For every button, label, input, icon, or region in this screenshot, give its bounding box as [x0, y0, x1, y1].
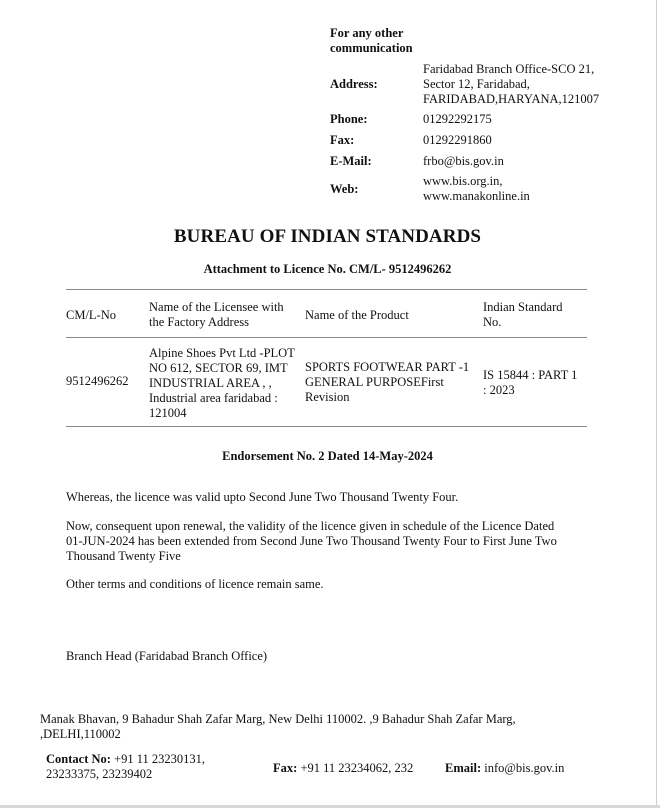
- cell-standard: [483, 368, 577, 398]
- page-edge-right: [656, 0, 657, 808]
- header-standard-line: Indian Standard: [483, 300, 563, 314]
- paragraph-line: Thousand Twenty Five: [66, 549, 181, 563]
- cell-product-line: Revision: [305, 390, 350, 404]
- footer-contact-label: Contact No:: [46, 752, 111, 766]
- attachment-heading: Attachment to Licence No. CM/L- 9512496262: [203, 262, 452, 276]
- cell-licensee-line: INDUSTRIAL AREA , ,: [149, 376, 272, 390]
- footer-email-label: Email:: [445, 761, 482, 775]
- document-title: BUREAU OF INDIAN STANDARDS: [173, 226, 482, 247]
- footer-address: [40, 712, 600, 742]
- cell-licensee-line: NO 612, SECTOR 69, IMT: [149, 361, 288, 375]
- paragraph-terms: Other terms and conditions of licence remain same.: [66, 577, 324, 591]
- paragraph-validity: Whereas, the licence was valid upto Second June Two Thousand Twenty Four.: [66, 490, 459, 504]
- paragraph-line: Now, consequent upon renewal, the validity of the licence given in schedule of the Licence Dated: [66, 519, 555, 533]
- cell-product: [305, 360, 469, 405]
- header-standard-line: No.: [483, 315, 502, 329]
- cell-licensee-line: Industrial area faridabad :: [149, 391, 278, 405]
- email-link[interactable]: frbo@bis.gov.in: [423, 154, 504, 168]
- web-link[interactable]: www.bis.org.in,: [423, 174, 503, 188]
- header-product: Name of the Product: [305, 308, 409, 322]
- header-standard: [483, 300, 563, 330]
- cell-product-line: GENERAL PURPOSEFirst: [305, 375, 444, 389]
- email-label: E-Mail:: [330, 154, 372, 168]
- footer-address-line: Manak Bhavan, 9 Bahadur Shah Zafar Marg, New Delhi 110002. ,9 Bahadur Shah Zafar Marg,: [40, 712, 516, 726]
- fax-label: Fax:: [330, 133, 355, 147]
- contact-title: For any other communication: [330, 26, 413, 55]
- table-bottom-rule: [66, 426, 587, 427]
- table-top-rule: [66, 289, 587, 290]
- header-licensee-line: the Factory Address: [149, 315, 249, 329]
- phone-label: Phone:: [330, 112, 368, 126]
- footer-fax: [273, 761, 413, 776]
- cell-standard-line: IS 15844 : PART 1: [483, 368, 578, 382]
- footer-contact-number: +91 11 23230131,: [110, 752, 206, 766]
- signature-line: Branch Head (Faridabad Branch Office): [66, 649, 268, 663]
- cell-product-line: SPORTS FOOTWEAR PART -1: [305, 360, 470, 374]
- header-licensee: [149, 300, 284, 330]
- address-label: Address:: [330, 77, 378, 91]
- footer-email: [445, 761, 564, 776]
- header-licensee-line: Name of the Licensee with: [149, 300, 284, 314]
- address-line: Faridabad Branch Office-SCO 21,: [423, 62, 595, 76]
- footer-contact-number: 23233375, 23239402: [46, 767, 153, 781]
- footer-contact: [46, 752, 205, 782]
- web-link[interactable]: www.manakonline.in: [423, 189, 530, 203]
- footer-fax-label: Fax:: [273, 761, 298, 775]
- cell-licensee: [149, 346, 295, 421]
- header-cml: CM/L-No: [66, 308, 116, 322]
- cell-licensee-line: Alpine Shoes Pvt Ltd -PLOT: [149, 346, 295, 360]
- web-label: Web:: [330, 182, 359, 196]
- phone-value: 01292292175: [423, 112, 492, 126]
- address-line: FARIDABAD,HARYANA,121007: [423, 92, 600, 106]
- address-value: [423, 62, 623, 107]
- paragraph-line: 01-JUN-2024 has been extended from Second June Two Thousand Twenty Four to First June Two: [66, 534, 557, 548]
- cell-standard-line: : 2023: [483, 383, 515, 397]
- footer-email-link[interactable]: info@bis.gov.in: [481, 761, 565, 775]
- paragraph-renewal: [66, 519, 591, 564]
- cell-licensee-line: 121004: [149, 406, 187, 420]
- endorsement-heading: Endorsement No. 2 Dated 14-May-2024: [222, 449, 433, 463]
- cell-cml: 9512496262: [66, 374, 129, 388]
- footer-fax-number: +91 11 23234062, 232: [297, 761, 414, 775]
- contact-block: [330, 26, 600, 203]
- table-header-rule: [66, 337, 587, 338]
- footer-address-line: ,DELHI,110002: [40, 727, 121, 741]
- address-line: Sector 12, Faridabad,: [423, 77, 530, 91]
- web-links: [423, 174, 623, 204]
- fax-value: 01292291860: [423, 133, 492, 147]
